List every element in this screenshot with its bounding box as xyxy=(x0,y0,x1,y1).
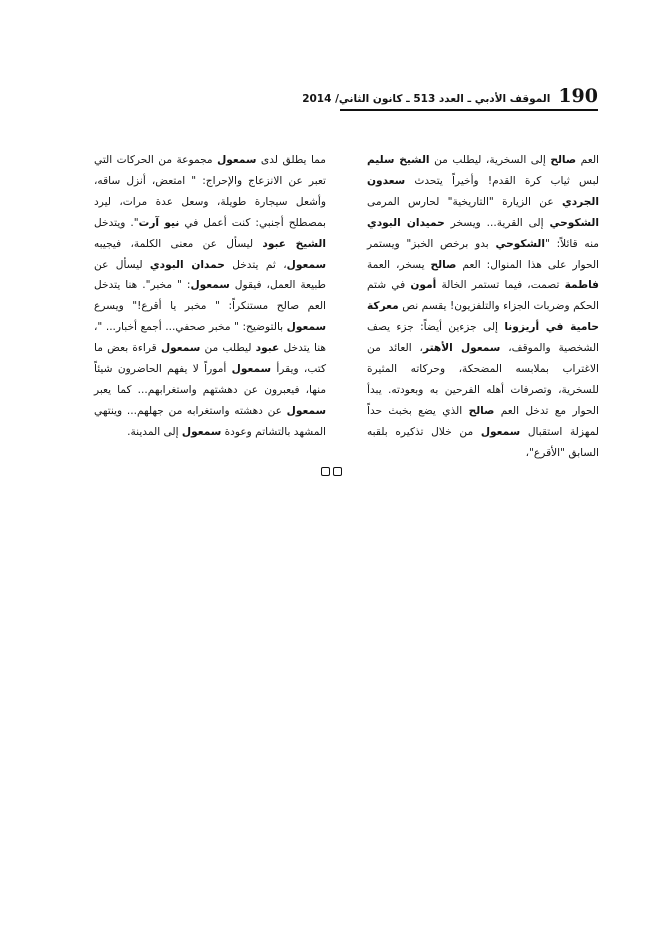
text-run: ليطلب من xyxy=(200,342,256,355)
highlighted-name: سمعول xyxy=(181,425,222,438)
highlighted-name: الشيخ عبود xyxy=(262,237,326,250)
highlighted-name: صالح xyxy=(468,404,495,417)
text-run: لبس ثياب كرة القدم! وأخيراً يتحدث xyxy=(405,174,599,187)
highlighted-name: أمون xyxy=(410,279,437,292)
highlighted-name: الشيخ سليم xyxy=(367,154,430,166)
running-header xyxy=(302,84,598,107)
highlighted-name: سمعول xyxy=(231,363,272,376)
highlighted-name: حميدان البودي xyxy=(367,216,445,229)
text-run: العم xyxy=(576,154,599,166)
text-run: عن دهشته واستغرابه من جهلهم... وينتهي المشهد بالتشاتم وعودة xyxy=(94,404,326,438)
text-run: بدو برخص الخبز" ويستمر الحوار على هذا المنوال: العم xyxy=(367,237,599,271)
article-end-ornament-icon xyxy=(321,467,345,481)
text-run: من خلال تذكيره بلقبه السابق "الأقرع"، xyxy=(367,425,599,459)
text-run: تصمت، فيما تستمر الخالة xyxy=(436,279,565,292)
text-run: ". ويتدخل xyxy=(94,216,139,229)
text-run: قراءة بعض ما كتب، ويقرأ xyxy=(94,342,326,376)
page-number: 190 xyxy=(558,85,598,107)
highlighted-name: سمعول xyxy=(286,321,326,334)
highlighted-name: الشكوحي xyxy=(495,237,545,250)
highlighted-name: فاطمة xyxy=(564,279,599,292)
header-rule xyxy=(340,109,598,111)
highlighted-name: سمعول xyxy=(190,279,230,292)
text-run: أموراً لا يفهم الحاضرون شيئاً منها، فيعبرون عن دهشتهم واستغرابهم... كما يعبر xyxy=(94,363,326,396)
text-run: مما يطلق لدى xyxy=(256,154,326,166)
text-run: : " مخبر". هنا يتدخل العم صالح مستنكراً: " مخبر يا أقرع!" ويسرع xyxy=(94,279,326,313)
highlighted-name: الشكوحي xyxy=(549,216,599,229)
square-icon xyxy=(333,467,342,476)
highlighted-name: سمعول xyxy=(286,258,326,271)
highlighted-name: حمدان البودي xyxy=(149,258,225,271)
text-run: إلى جزءين أيضاً: جزء يصف الشخصية والموقف، xyxy=(367,321,599,355)
article-column-right xyxy=(367,150,599,464)
highlighted-name: عبود xyxy=(255,342,280,355)
text-run: ليسأل عن معنى الكلمة، فيجيبه xyxy=(94,237,263,250)
text-run: في شتم الحكم وضربات الجزاء والتلفزيون! يقسم نص xyxy=(367,279,599,313)
text-run: إلى القرية... ويسخر xyxy=(444,216,550,229)
highlighted-name: صالح xyxy=(430,258,457,271)
text-run: ليسأل عن طبيعة العمل، فيقول xyxy=(94,258,326,292)
text-run: إلى السخرية، ليطلب من xyxy=(429,154,551,166)
article-column-left xyxy=(94,150,326,443)
text-run: ، ثم يتدخل xyxy=(224,258,287,271)
text-run: عن الزيارة "التاريخية" لحارس المرمى xyxy=(367,195,563,208)
journal-issue-title: الموقف الأدبي ـ العدد 513 ـ كانون الثاني/ 2014 xyxy=(302,93,551,105)
text-run: ، العائد من الاغتراب بملابسه المضحكة، وحركاته المثيرة للسخرية، وتصرفات أهله الفرحين به وبعودته. يبدأ الحوار مع تدخل العم xyxy=(367,342,599,417)
text-run: إلى المدينة. xyxy=(127,425,182,438)
highlighted-name: سمعول xyxy=(217,154,257,166)
highlighted-name: سمعول xyxy=(480,425,521,438)
article-paragraph xyxy=(367,150,599,464)
highlighted-name: صالح xyxy=(550,154,577,166)
highlighted-name: سمعول xyxy=(160,342,201,355)
highlighted-name: سمعول الأهتر xyxy=(422,342,501,355)
text-run: يسخر، العمة xyxy=(367,258,431,271)
highlighted-name: معركة حامية في أريزونا xyxy=(367,300,599,334)
highlighted-name: سمعول xyxy=(286,404,326,417)
article-paragraph xyxy=(94,150,326,443)
text-run: مجموعة من الحركات التي تعبر عن الانزعاج والإحراج: " امتعض، أنزل ساقه، وأشعل سيجارة طويلة، وسعل عدة مرات، ليرد بمصطلح أجنبي: كنت أعمل في xyxy=(94,154,326,229)
text-run: بالتوضيح: " مخبر صحفي... أجمع أخبار... "، هنا يتدخل xyxy=(94,321,326,355)
square-icon xyxy=(321,467,330,476)
highlighted-name: نيو آرت xyxy=(138,216,180,229)
highlighted-name: سعدون الجردي xyxy=(367,174,599,208)
text-run: الذي يضع بخبث حداً لمهزلة استقبال xyxy=(367,404,599,438)
text-run: منه قائلاً: " xyxy=(544,237,599,250)
